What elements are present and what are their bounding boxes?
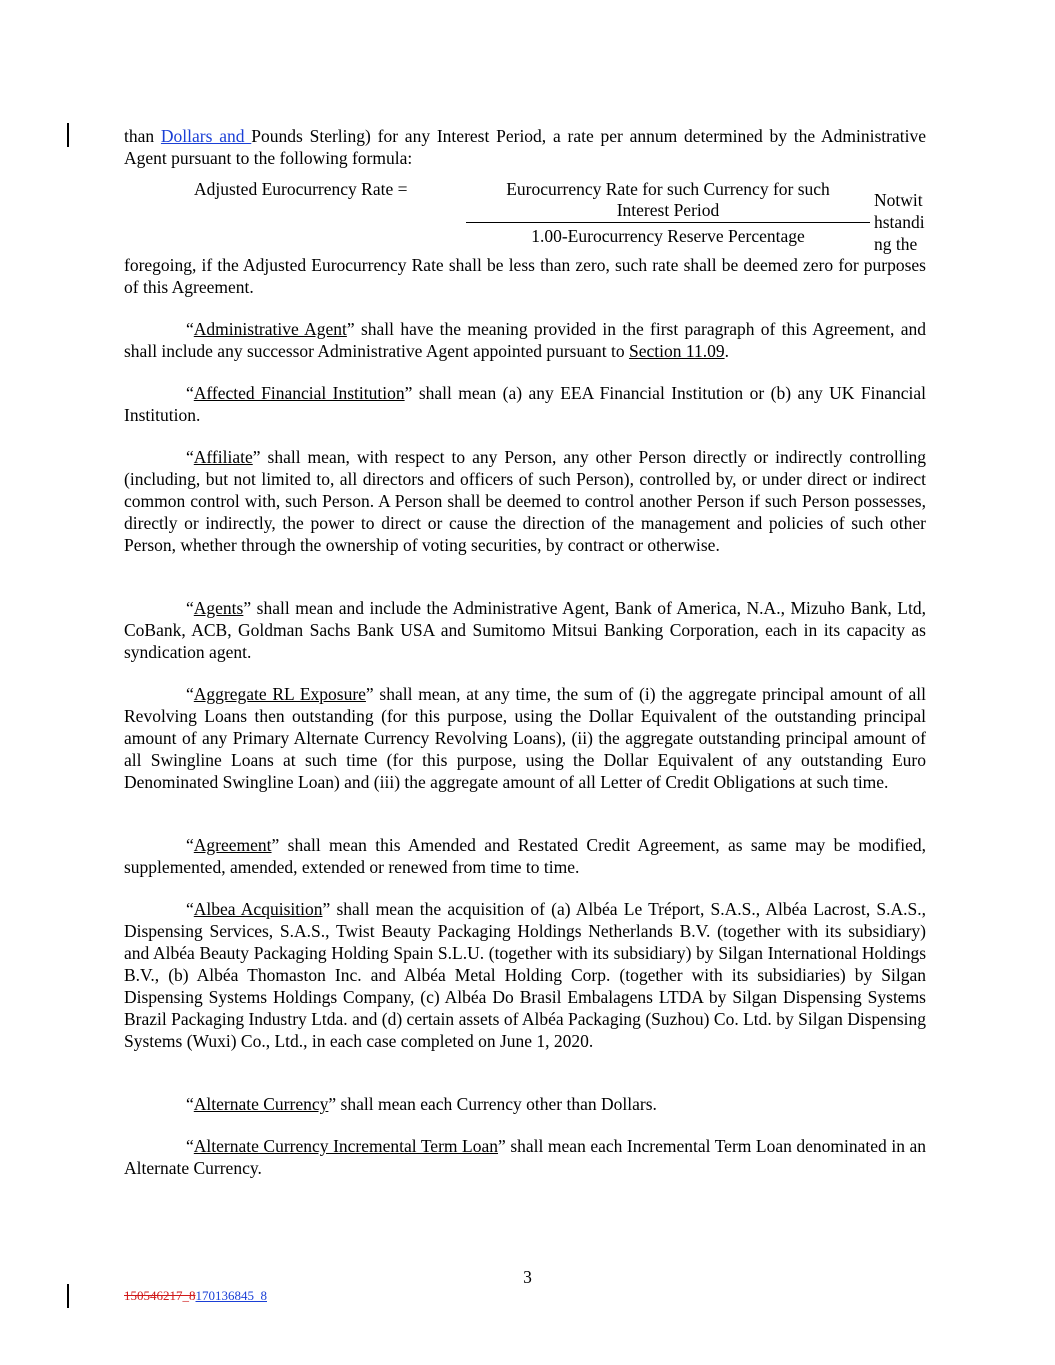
inserted-doc-id: 170136845_8	[195, 1288, 267, 1303]
page-number: 3	[523, 1267, 532, 1287]
definition-albea-acquisition: “Albea Acquisition” shall mean the acquisition of (a) Albéa Le Tréport, S.A.S., Albéa Lacrost, S.A.S., Dispensing Services, S.A.S., Twist Beauty Packaging Holdings Netherlands B.V. (together with its subsidiary) and Albéa Beauty Packaging Holding Spain S.L.U. (together with its subsidiary) by Silgan International Holdings B.V., (b) Albéa Thomaston Inc. and Albéa Metal Holding Corp. (together with its subsidiaries) by Silgan Dispensing Systems Holdings Company, (c) Albéa Do Brasil Embalagens LTDA by Silgan Dispensing Systems Brazil Packaging Industry Ltda. and (d) certain assets of Albéa Packaging (Suzhou) Co. Ltd. by Silgan Dispensing Systems (Wuxi) Co., Ltd., in each case completed on June 1, 2020.	[124, 899, 926, 1051]
definition-agreement: “Agreement” shall mean this Amended and Restated Credit Agreement, as same may be modified, supplemented, amended, extended or renewed from time to time.	[124, 835, 926, 877]
definition-administrative-agent: “Administrative Agent” shall have the meaning provided in the first paragraph of this Agreement, and shall include any successor Administrative Agent appointed pursuant to Section 11.09.	[124, 319, 926, 361]
formula-side-text-1: Notwit	[874, 190, 923, 210]
defined-term: Agreement	[193, 835, 272, 855]
definition-agents: “Agents” shall mean and include the Administrative Agent, Bank of America, N.A., Mizuho Bank, Ltd, CoBank, ACB, Goldman Sachs Bank USA and Sumitomo Mitsui Banking Corporation, each in its capacity as syndication agent.	[124, 598, 926, 662]
inserted-text: Dollars and	[160, 126, 252, 146]
formula-side-text-3: ng the	[874, 234, 918, 254]
definition-alternate-currency-incremental-term-loan: “Alternate Currency Incremental Term Loan” shall mean each Incremental Term Loan denominated in an Alternate Currency.	[124, 1136, 926, 1178]
formula-side-text-2: hstandi	[874, 212, 925, 232]
deleted-doc-id: 150546217_8	[124, 1288, 196, 1303]
section-reference: Section 11.09	[628, 341, 725, 361]
defined-term: Aggregate RL Exposure	[193, 684, 366, 704]
change-bar	[67, 123, 69, 147]
document-id	[124, 1288, 267, 1304]
intro-paragraph: than Dollars and Pounds Sterling) for any Interest Period, a rate per annum determined by the Administrative Agent pursuant to the following formula:	[124, 126, 926, 168]
formula-numerator-line2: Interest Period	[616, 200, 720, 220]
formula-numerator-line1: Eurocurrency Rate for such Currency for such	[506, 179, 830, 199]
formula-label: Adjusted Eurocurrency Rate =	[194, 179, 408, 199]
definition-affected-financial-institution: “Affected Financial Institution” shall mean (a) any EEA Financial Institution or (b) any UK Financial Institution.	[124, 383, 926, 425]
formula-denominator: 1.00-Eurocurrency Reserve Percentage	[531, 226, 805, 246]
definition-aggregate-rl-exposure: “Aggregate RL Exposure” shall mean, at any time, the sum of (i) the aggregate principal amount of all Revolving Loans then outstanding (for this purpose, using the Dollar Equivalent of the outstanding principal amount of any Primary Alternate Currency Revolving Loans), (ii) the aggregate outstanding principal amount of all Swingline Loans at such time (for this purpose, using the Dollar Equivalent of any outstanding Euro Denominated Swingline Loan) and (iii) the aggregate amount of all Letter of Credit Obligations at such time.	[124, 684, 927, 792]
defined-term: Alternate Currency Incremental Term Loan	[193, 1136, 499, 1156]
defined-term: Affected Financial Institution	[193, 383, 405, 403]
defined-term: Alternate Currency	[193, 1094, 329, 1114]
defined-term: Albea Acquisition	[193, 899, 323, 919]
formula-after-paragraph: foregoing, if the Adjusted Eurocurrency Rate shall be less than zero, such rate shall be deemed zero for purposes of this Agreement.	[124, 255, 926, 297]
fraction-bar	[466, 222, 870, 223]
defined-term: Administrative Agent	[193, 319, 347, 339]
defined-term: Affiliate	[193, 447, 253, 467]
definition-affiliate: “Affiliate” shall mean, with respect to any Person, any other Person directly or indirectly controlling (including, but not limited to, all directors and officers of such Person), controlled by, or under direct or indirect common control with, such Person. A Person shall be deemed to control another Person if such Person possesses, directly or indirectly, the power to direct or cause the direction of the management and policies of such other Person, whether through the ownership of voting securities, by contract or otherwise.	[124, 447, 926, 555]
definition-alternate-currency: “Alternate Currency” shall mean each Currency other than Dollars.	[186, 1094, 657, 1114]
defined-term: Agents	[193, 598, 244, 618]
